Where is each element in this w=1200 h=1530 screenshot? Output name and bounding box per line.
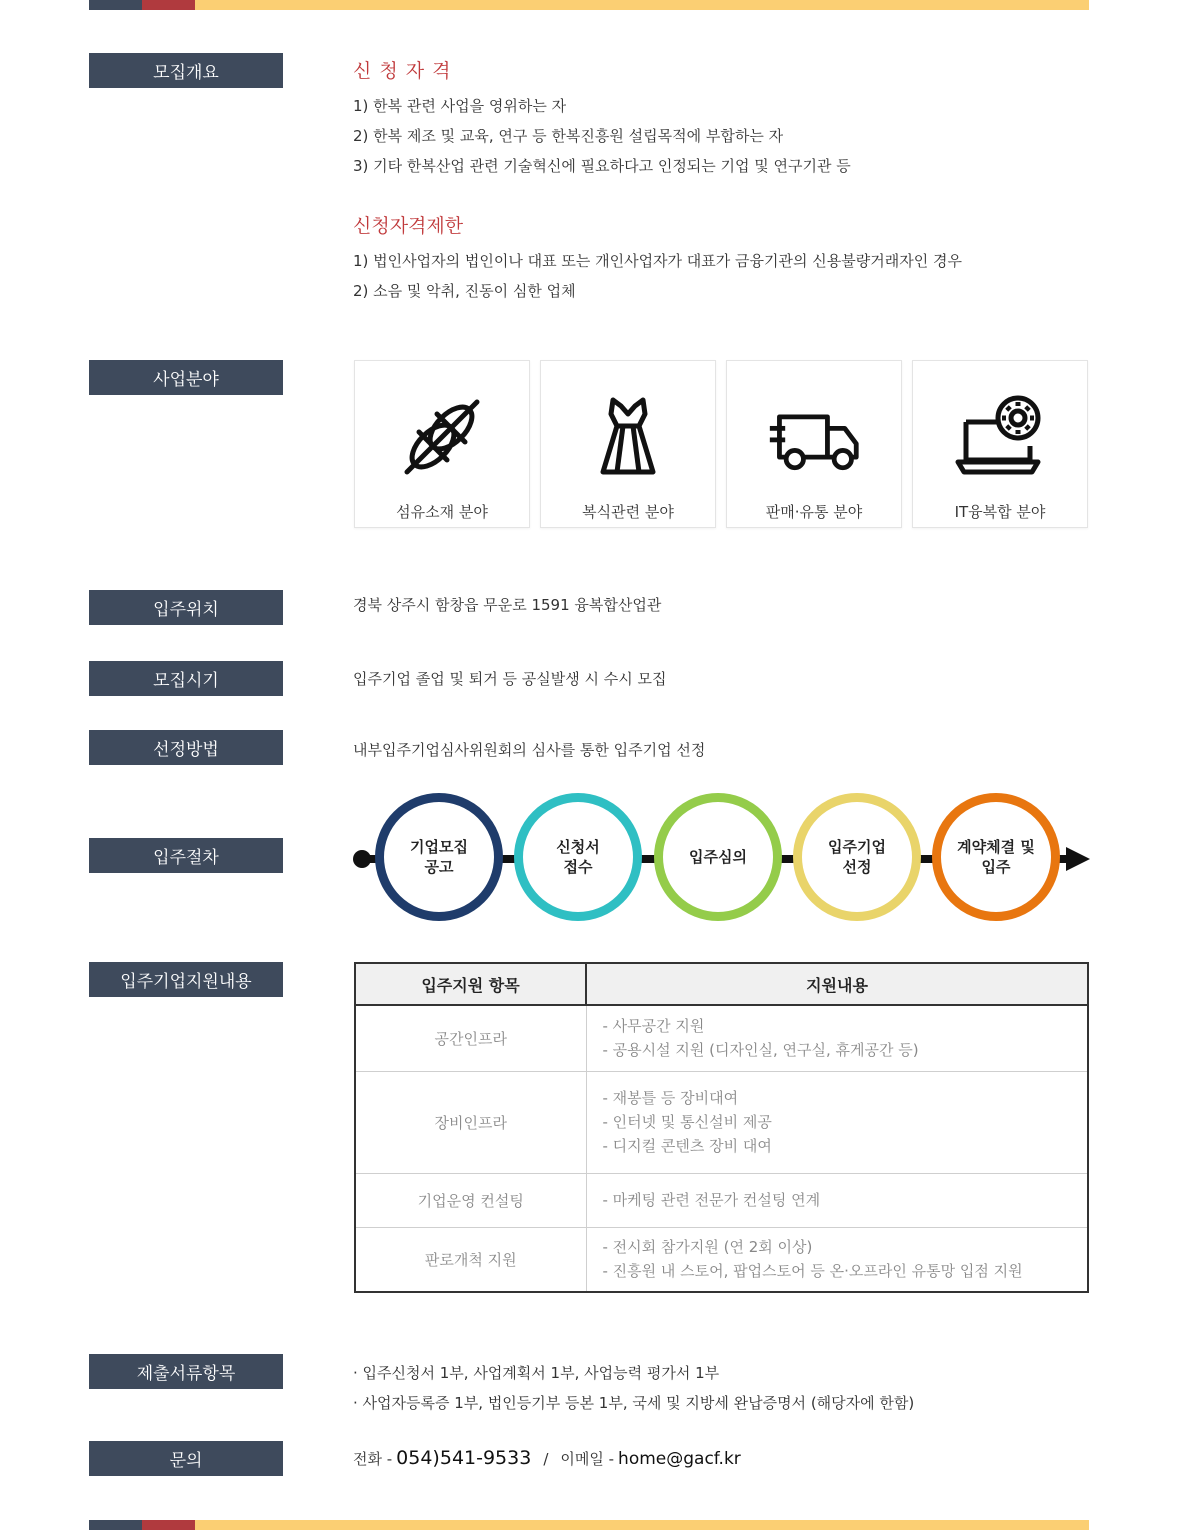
- section-label-period: 모집시기: [89, 661, 283, 696]
- support-desc: [586, 1173, 1088, 1227]
- section-label-support: 입주기업지원내용: [89, 962, 283, 997]
- email-label: 이메일 -: [560, 1450, 615, 1468]
- section-label-location: 입주위치: [89, 590, 283, 625]
- delivery-truck-icon: [766, 389, 862, 485]
- section-label-selection: 선정방법: [89, 730, 283, 765]
- table-row: [355, 1173, 1088, 1227]
- support-desc-line: - 마케팅 관련 전문가 컨설팅 연계: [602, 1191, 821, 1209]
- step-label: 계약체결 및: [957, 838, 1035, 856]
- table-header: 지원내용: [586, 963, 1088, 1005]
- qualification-item: 1) 한복 관련 사업을 영위하는 자: [353, 97, 567, 115]
- section-label-overview: 모집개요: [89, 53, 283, 88]
- field-card-clothing: [540, 360, 716, 528]
- qualification-title: 신 청 자 격: [353, 60, 452, 82]
- top-color-bar: [89, 0, 1089, 10]
- step-label: 신청서: [556, 838, 600, 856]
- contact-info: [353, 1447, 741, 1469]
- selection-text: 내부입주기업심사위원회의 심사를 통한 입주기업 선정: [353, 741, 706, 759]
- procedure-step-3: [654, 793, 782, 921]
- document-item: · 입주신청서 1부, 사업계획서 1부, 사업능력 평가서 1부: [353, 1364, 720, 1382]
- bar-segment-navy: [89, 0, 142, 10]
- qualification-item: 2) 한복 제조 및 교육, 연구 등 한복진흥원 설립목적에 부합하는 자: [353, 127, 784, 145]
- email-address[interactable]: home@gacf.kr: [618, 1449, 741, 1469]
- procedure-step-1: [375, 793, 503, 921]
- documents-list: [353, 1358, 914, 1418]
- support-desc-line: - 디지컬 콘텐츠 장비 대여: [602, 1137, 772, 1155]
- table-header-row: [355, 963, 1088, 1005]
- procedure-step-2: [514, 793, 642, 921]
- section-label-procedure: 입주절차: [89, 838, 283, 873]
- field-card-it: [912, 360, 1088, 528]
- yarn-knot-icon: [394, 389, 490, 485]
- table-row: [355, 1005, 1088, 1071]
- restriction-item: 1) 법인사업자의 법인이나 대표 또는 개인사업자가 대표가 금융기관의 신용불량거래자인 경우: [353, 252, 962, 270]
- support-desc-line: - 인터넷 및 통신설비 제공: [602, 1113, 772, 1131]
- period-text: 입주기업 졸업 및 퇴거 등 공실발생 시 수시 모집: [353, 670, 667, 688]
- procedure-step-5: [932, 793, 1060, 921]
- section-label-inquiry: 문의: [89, 1441, 283, 1476]
- field-card-textile: [354, 360, 530, 528]
- field-card-distribution: [726, 360, 902, 528]
- table-header: 입주지원 항목: [355, 963, 586, 1005]
- bottom-color-bar: [89, 1520, 1089, 1530]
- restriction-title: 신청자격제한: [353, 215, 464, 237]
- section-label-fields: 사업분야: [89, 360, 283, 395]
- bar-segment-red: [142, 0, 195, 10]
- support-table: [354, 962, 1089, 1293]
- field-label: IT융복합 분야: [954, 503, 1046, 521]
- support-item: 장비인프라: [355, 1071, 586, 1173]
- support-desc: [586, 1071, 1088, 1173]
- bar-segment-yellow: [195, 0, 1089, 10]
- procedure-start-dot: [353, 850, 371, 868]
- laptop-gear-icon: [952, 389, 1048, 485]
- field-label: 섬유소재 분야: [396, 503, 488, 521]
- step-label: 접수: [563, 858, 593, 876]
- step-label: 입주심의: [689, 848, 747, 866]
- phone-label: 전화 -: [353, 1450, 393, 1468]
- bar-segment-navy: [89, 1520, 142, 1530]
- support-desc: [586, 1227, 1088, 1292]
- support-desc-line: - 사무공간 지원: [602, 1017, 705, 1036]
- procedure-flow: [350, 790, 1095, 925]
- step-label: 입주: [981, 858, 1011, 876]
- support-desc-line: - 전시회 참가지원 (연 2회 이상): [602, 1238, 813, 1257]
- arrow-right-icon: [1066, 847, 1090, 871]
- dress-icon: [580, 389, 676, 485]
- support-item: 공간인프라: [355, 1005, 586, 1071]
- field-label: 판매·유통 분야: [765, 503, 863, 521]
- step-label: 선정: [842, 858, 872, 876]
- document-item: · 사업자등록증 1부, 법인등기부 등본 1부, 국세 및 지방세 완납증명서 (해당자에 한함): [353, 1394, 915, 1412]
- bar-segment-red: [142, 1520, 195, 1530]
- step-label: 공고: [424, 858, 454, 876]
- support-desc-line: - 재봉틀 등 장비대여: [602, 1089, 739, 1107]
- support-desc-line: - 진흥원 내 스토어, 팝업스토어 등 온·오프라인 유통망 입점 지원: [602, 1262, 1023, 1281]
- support-item: 기업운영 컨설팅: [355, 1173, 586, 1227]
- phone-number[interactable]: 054)541-9533: [396, 1447, 532, 1469]
- support-desc-line: - 공용시설 지원 (디자인실, 연구실, 휴게공간 등): [602, 1041, 919, 1060]
- qualification-item: 3) 기타 한복산업 관련 기술혁신에 필요하다고 인정되는 기업 및 연구기관 등: [353, 157, 851, 175]
- contact-separator: /: [543, 1450, 549, 1468]
- support-item: 판로개척 지원: [355, 1227, 586, 1292]
- procedure-step-4: [793, 793, 921, 921]
- location-text: 경북 상주시 함창읍 무운로 1591 융복합산업관: [353, 596, 662, 614]
- bar-segment-yellow: [195, 1520, 1089, 1530]
- step-label: 기업모집: [410, 838, 468, 856]
- section-label-documents: 제출서류항목: [89, 1354, 283, 1389]
- restriction-item: 2) 소음 및 악취, 진동이 심한 업체: [353, 282, 576, 300]
- step-label: 입주기업: [828, 838, 886, 856]
- business-fields: [354, 360, 1088, 528]
- table-row: [355, 1071, 1088, 1173]
- overview-content: [353, 56, 962, 306]
- table-row: [355, 1227, 1088, 1292]
- support-desc: [586, 1005, 1088, 1071]
- field-label: 복식관련 분야: [582, 503, 674, 521]
